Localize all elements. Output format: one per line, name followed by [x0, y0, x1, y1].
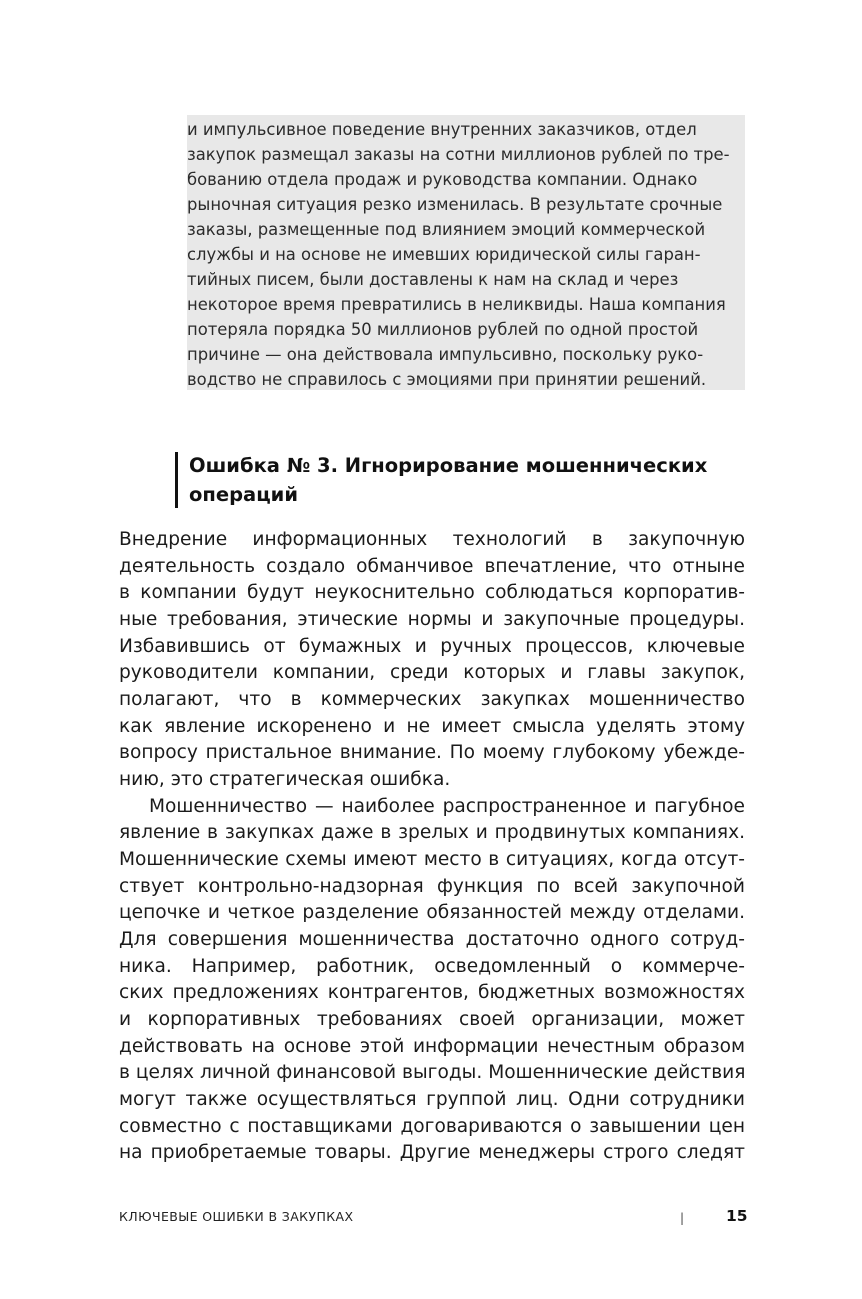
paragraph-1-line: ные требования, этические нормы и закупочные процедуры. — [119, 609, 745, 630]
paragraph-1-line: Внедрение информационных технологий в закупочную — [119, 529, 745, 550]
paragraph-2-line: явление в закупках даже в зрелых и продвинутых компаниях. — [119, 822, 745, 843]
paragraph-2-line: совместно с поставщиками договариваются о завышении цен — [119, 1116, 745, 1137]
paragraph-1-line: полагают, что в коммерческих закупках мошенничество — [119, 689, 745, 710]
quote-line: водство не справилось с эмоциями при принятии решений. — [187, 370, 707, 389]
quote-line: бованию отдела продаж и руководства компании. Однако — [187, 170, 698, 189]
quote-box — [187, 115, 745, 390]
section-heading-line-2: операций — [189, 483, 298, 506]
quote-line: тийных писем, были доставлены к нам на склад и через — [187, 270, 679, 289]
section-heading-line-1: Ошибка № 3. Игнорирование мошеннических — [189, 454, 708, 477]
paragraph-2-line: ских предложениях контрагентов, бюджетных возможностях — [119, 982, 745, 1003]
paragraph-2-line: Мошеннические схемы имеют место в ситуациях, когда отсут- — [119, 849, 745, 870]
paragraph-1-line: руководители компании, среди которых и главы закупок, — [119, 662, 745, 683]
running-footer-title: КЛЮЧЕВЫЕ ОШИБКИ В ЗАКУПКАХ — [119, 1209, 354, 1224]
paragraph-2-line: ника. Например, работник, осведомленный о коммерче- — [119, 956, 745, 977]
quote-line: и импульсивное поведение внутренних заказчиков, отдел — [187, 120, 697, 139]
quote-line: заказы, размещенные под влиянием эмоций коммерческой — [187, 220, 706, 239]
paragraph-2-line: в целях личной финансовой выгоды. Мошеннические действия — [119, 1062, 746, 1083]
paragraph-1-line: в компании будут неукоснительно соблюдаться корпоратив- — [119, 582, 745, 603]
paragraph-1-line: Избавившись от бумажных и ручных процессов, ключевые — [119, 636, 745, 657]
paragraph-2-line: Для совершения мошенничества достаточно одного сотруд- — [119, 929, 745, 950]
quote-line: потеряла порядка 50 миллионов рублей по одной простой — [187, 320, 699, 339]
paragraph-1-line: как явление искоренено и не имеет смысла уделять этому — [119, 716, 745, 737]
quote-line: службы и на основе не имевших юридической силы гаран- — [187, 245, 701, 264]
quote-line: рыночная ситуация резко изменилась. В результате срочные — [187, 195, 723, 214]
page-number: 15 — [726, 1207, 748, 1225]
quote-line: причине — она действовала импульсивно, поскольку руко- — [187, 345, 704, 364]
paragraph-2-line: действовать на основе этой информации нечестным образом — [119, 1036, 745, 1057]
quote-line: некоторое время превратились в неликвиды. Наша компания — [187, 295, 726, 314]
paragraph-2-line: ствует контрольно-надзорная функция по всей закупочной — [119, 876, 745, 897]
paragraph-2-line: могут также осуществляться группой лиц. Одни сотрудники — [119, 1089, 745, 1110]
paragraph-2-line: Мошенничество — наиболее распространенное и пагубное — [149, 796, 745, 817]
paragraph-1-line: деятельность создало обманчивое впечатление, что отныне — [119, 556, 745, 577]
paragraph-2-line: цепочке и четкое разделение обязанностей между отделами. — [119, 902, 745, 923]
quote-line: закупок размещал заказы на сотни миллионов рублей по тре- — [187, 145, 730, 164]
paragraph-1-line: нию, это стратегическая ошибка. — [119, 769, 451, 790]
paragraph-2-line: и корпоративных требованиях своей организации, может — [119, 1009, 745, 1030]
heading-accent-bar — [175, 452, 178, 508]
footer-separator: | — [680, 1211, 685, 1225]
paragraph-2-line: на приобретаемые товары. Другие менеджеры строго следят — [119, 1142, 745, 1163]
paragraph-1-line: вопросу пристальное внимание. По моему глубокому убежде- — [119, 742, 745, 763]
